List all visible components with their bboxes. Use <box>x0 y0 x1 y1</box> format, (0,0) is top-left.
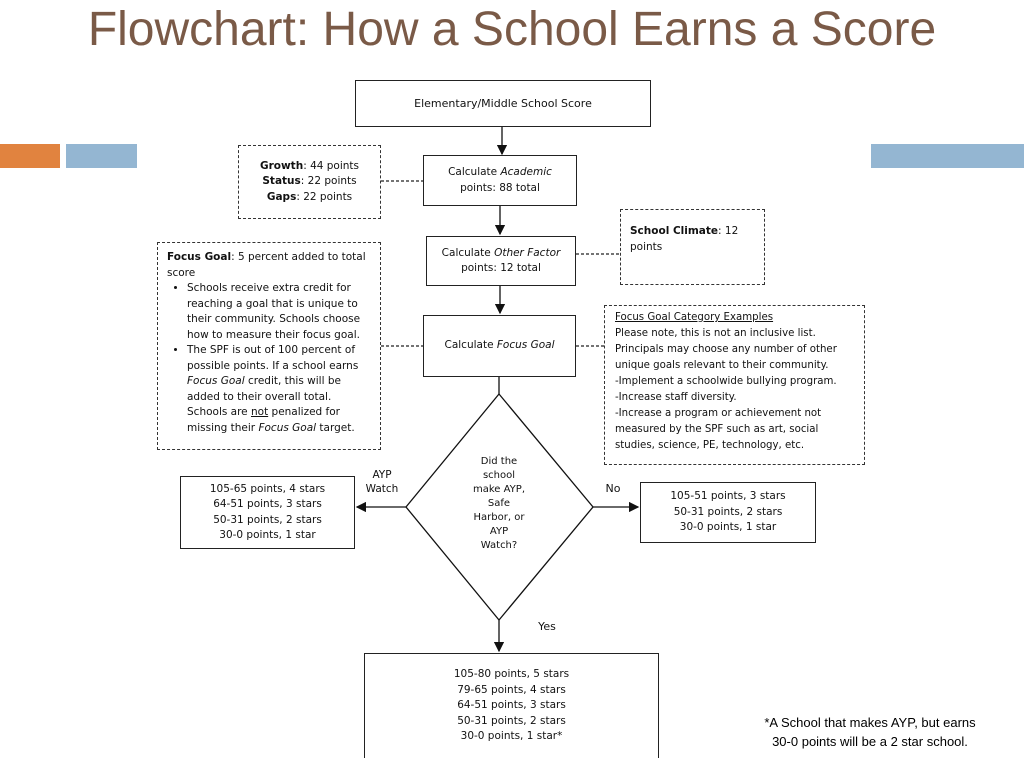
examples-heading: Focus Goal Category Examples <box>615 312 774 323</box>
focus-examples-box <box>604 305 865 465</box>
label-watch-1: AYP <box>372 469 392 481</box>
watch-result-2: 64-51 points, 3 stars <box>213 498 322 510</box>
no-result-3: 30-0 points, 1 star <box>679 521 777 534</box>
decision-line-6: AYP <box>489 526 509 537</box>
focus-detail-bullet-1 <box>187 281 374 343</box>
watch-result-1: 105-65 points, 4 stars <box>209 482 326 495</box>
academic-box <box>423 155 577 206</box>
examples-line-8: studies, science, PE, technology, etc. <box>615 440 805 451</box>
start-box <box>355 80 651 127</box>
decision-line-1: Did the <box>480 456 518 467</box>
climate-label: School Climate <box>630 225 719 237</box>
b2-l3-emphasis: Focus Goal <box>187 375 245 387</box>
focus-detail-label: Focus Goal <box>167 251 232 263</box>
b2-l6-post: target. <box>316 421 355 434</box>
academic-line-1 <box>448 165 552 181</box>
decision-line-5: Harbor, or <box>473 512 525 523</box>
climate-line-2: points <box>630 240 663 253</box>
b1-l1: • Schools receive extra credit for <box>187 282 351 294</box>
footnote-line-1: *A School that makes AYP, but earns <box>764 715 976 730</box>
focus-pre: Calculate <box>444 339 497 352</box>
b2-l5 <box>187 405 374 421</box>
academic-line-2: points: 88 total <box>460 181 540 194</box>
footnote <box>728 713 1012 751</box>
decision-question <box>459 455 539 553</box>
yes-result-4: 50-31 points, 2 stars <box>457 714 566 727</box>
yes-result-1: 105-80 points, 5 stars <box>453 668 570 681</box>
focus-detail-bullet-2 <box>187 343 374 436</box>
b1-l2: reaching a goal that is unique to <box>187 297 358 310</box>
other-emphasis: Other Factor <box>494 246 561 259</box>
yes-result-5: 30-0 points, 1 star* <box>460 730 563 743</box>
yes-result-3: 64-51 points, 3 stars <box>457 699 566 712</box>
focus-line <box>444 338 554 354</box>
label-no: No <box>605 482 621 495</box>
b2-l6-emphasis: Focus Goal <box>258 421 317 434</box>
other-factor-box <box>426 236 576 286</box>
watch-result-3: 50-31 points, 2 stars <box>213 513 322 526</box>
examples-line-7: measured by the SPF such as art, social <box>615 424 819 435</box>
examples-line-4: -Implement a schoolwide bullying program. <box>615 376 837 387</box>
examples-line-3: unique goals relevant to their community. <box>615 360 829 371</box>
gaps-line <box>267 190 352 206</box>
decision-line-7: Watch? <box>480 540 518 551</box>
start-box-label: Elementary/Middle School Score <box>414 96 592 110</box>
label-ayp-watch <box>360 468 404 496</box>
climate-box <box>620 209 765 285</box>
watch-result-4: 30-0 points, 1 star <box>219 529 316 541</box>
decision-line-3: make AYP, <box>472 484 526 495</box>
label-watch-2: Watch <box>365 483 399 495</box>
examples-line-6: -Increase a program or achievement not <box>615 408 822 419</box>
no-result-box <box>640 482 816 543</box>
b2-l3-post: credit, this will be <box>244 375 341 387</box>
b2-l5-pre: Schools are <box>187 406 251 418</box>
examples-line-2: Principals may choose any number of other <box>615 344 837 355</box>
b2-l4: added to their overall total. <box>187 390 332 403</box>
yes-result-2: 79-65 points, 4 stars <box>457 683 566 696</box>
b2-l1: • The SPF is out of 100 percent of <box>187 344 356 356</box>
b2-l6-pre: missing their <box>187 421 259 434</box>
climate-line-1 <box>630 224 764 240</box>
focus-detail-box <box>157 242 381 450</box>
status-label: Status <box>262 175 301 188</box>
footnote-line-2: 30-0 points will be a 2 star school. <box>772 734 968 749</box>
academic-pre: Calculate <box>448 166 501 178</box>
label-yes: Yes <box>538 620 556 633</box>
examples-line-5: -Increase staff diversity. <box>615 392 737 403</box>
gaps-value: : 22 points <box>296 190 353 203</box>
ayp-watch-result-box <box>180 476 355 549</box>
climate-value: : 12 <box>718 225 739 237</box>
academic-detail-box <box>238 145 381 219</box>
b2-l3 <box>187 374 374 390</box>
focus-detail-lead <box>167 250 374 266</box>
focus-emphasis: Focus Goal <box>496 339 555 352</box>
b2-l5-underline: not <box>250 406 269 418</box>
focus-detail-list <box>167 281 374 436</box>
academic-emphasis: Academic <box>500 166 552 178</box>
growth-label: Growth <box>259 159 304 172</box>
focus-detail-lead-text: : 5 percent added to total <box>231 251 366 263</box>
status-line <box>262 174 356 190</box>
no-result-1: 105-51 points, 3 stars <box>670 490 786 503</box>
examples-line-1: Please note, this is not an inclusive list. <box>615 328 816 339</box>
slide-title: Flowchart: How a School Earns a Score <box>87 3 937 56</box>
growth-line <box>260 159 359 175</box>
other-pre: Calculate <box>441 246 495 259</box>
growth-value: : 44 points <box>303 159 360 172</box>
other-line-2: points: 12 total <box>461 262 541 274</box>
b1-l3: their community. Schools choose <box>187 313 361 325</box>
focus-goal-box <box>423 315 576 377</box>
yes-result-box <box>364 653 659 758</box>
gaps-label: Gaps <box>266 190 297 203</box>
other-line-1 <box>442 246 561 262</box>
no-result-2: 50-31 points, 2 stars <box>673 505 783 518</box>
b1-l4: how to measure their focus goal. <box>187 328 360 341</box>
b2-l5-post: penalized for <box>268 406 340 418</box>
decision-line-4: Safe <box>487 498 511 509</box>
focus-detail-lead-2: score <box>167 266 196 279</box>
decision-line-2: school <box>482 470 516 481</box>
status-value: : 22 points <box>300 175 357 188</box>
b2-l6 <box>187 421 374 437</box>
b2-l2: possible points. If a school earns <box>187 359 359 372</box>
